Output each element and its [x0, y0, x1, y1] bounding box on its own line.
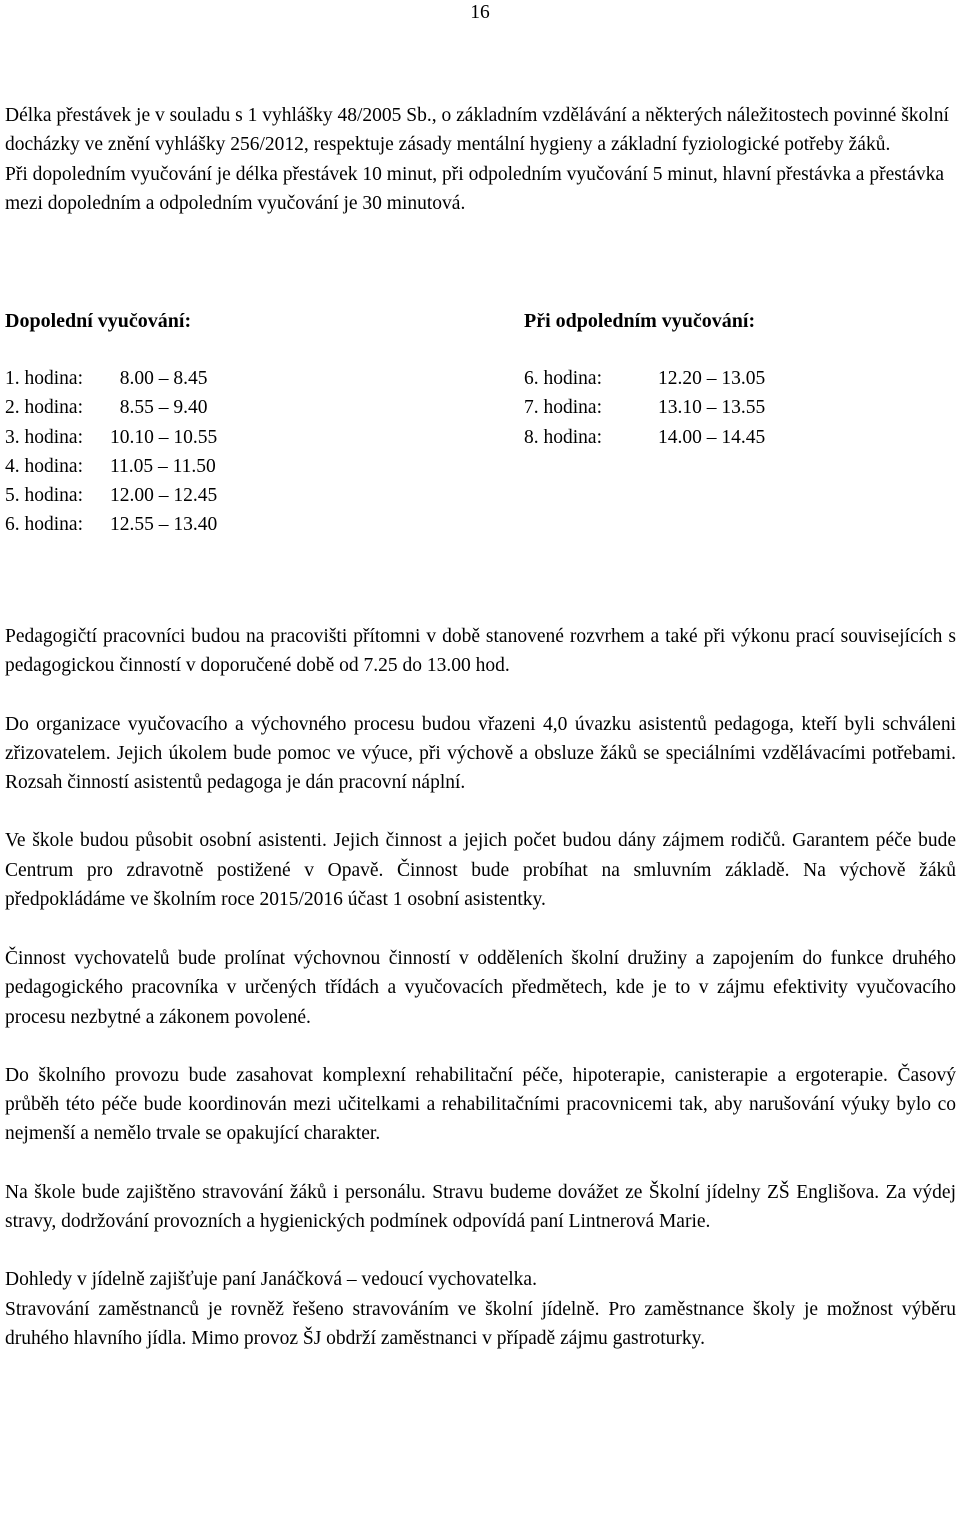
staff-meals-paragraph: Stravování zaměstnanců je rovněž řešeno stravováním ve školní jídelně. Pro zaměstnance školy je možnost výběru druhého hlavního jídla. Mimo provoz ŠJ obdrží zaměstnanci v případě zájmu gastroturky. — [5, 1298, 956, 1349]
break-duration-paragraph: Při dopoledním vyučování je délka přestávek 10 minut, při odpoledním vyučování 5 minut, hlavní přestávka a přestávka mezi dopoledním a odpoledním vyučování je 30 minutová. — [5, 163, 945, 214]
educators-paragraph: Činnost vychovatelů bude prolínat výchovnou činností v odděleních školní družiny a zapojením do funkce druhého pedagogického pracovníka v určených třídách a vyučovacích předmětech, kde je to v zájmu efektivity vyučovacího procesu nezbytné a zákonem povolené. — [5, 947, 956, 1028]
lesson-row — [524, 364, 818, 393]
lesson-row — [5, 393, 270, 422]
afternoon-heading: Při odpoledním vyučování: — [524, 310, 756, 332]
lesson-time: 14.00 – 14.45 — [658, 426, 766, 448]
morning-lessons-list — [5, 364, 270, 540]
lesson-time: 12.00 – 12.45 — [110, 485, 218, 507]
lesson-label: 4. hodina: — [5, 455, 83, 477]
lesson-label: 6. hodina: — [524, 368, 602, 389]
teachers-paragraph: Pedagogičtí pracovníci budou na pracovišti přítomni v době stanovené rozvrhem a také při výkonu prací souvisejících s pedagogickou činností v doporučené době od 7.25 do 13.00 hod. — [5, 626, 956, 677]
assistants-paragraph: Do organizace vyučovacího a výchovného procesu budou vřazeni 4,0 úvazku asistentů pedagoga, kteří byli schváleni zřizovatelem. Jejich úkolem bude pomoc ve výuce, při výchově a obsluze žáků se speciálními vzdělávacími potřebami. Rozsah činností asistentů pedagoga je dán pracovní náplní. — [5, 713, 956, 794]
lesson-label: 2. hodina: — [5, 397, 83, 419]
lesson-row — [5, 423, 270, 452]
morning-heading: Dopolední vyučování: — [5, 310, 192, 332]
lesson-row — [5, 481, 270, 510]
lesson-time: 12.55 – 13.40 — [110, 514, 218, 536]
lesson-label: 8. hodina: — [524, 426, 602, 448]
lesson-row — [5, 364, 270, 393]
catering-paragraph: Na škole bude zajištěno stravování žáků i personálu. Stravu budeme dovážet ze Školní jídelny ZŠ Englišova. Za výdej stravy, dodržování provozních a hygienických podmínek odpovídá paní Lintnerová Marie. — [5, 1181, 956, 1233]
afternoon-lessons-list — [524, 364, 818, 452]
lesson-row — [524, 423, 818, 452]
page-number: 16 — [470, 2, 490, 23]
lesson-row — [5, 452, 270, 481]
lesson-time: 13.10 – 13.55 — [658, 397, 766, 419]
body-text — [5, 622, 956, 1353]
lesson-time: 8.00 – 8.45 — [110, 368, 208, 389]
lesson-time: 8.55 – 9.40 — [110, 397, 208, 419]
lesson-time: 10.10 – 10.55 — [110, 426, 218, 448]
lesson-row — [524, 393, 818, 422]
rehabilitation-paragraph: Do školního provozu bude zasahovat komplexní rehabilitační péče, hipoterapie, canisterapie a ergoterapie. Časový průběh této péče bude koordinován mezi učitelkami a rehabilitačními pracovnicemi tak, aby narušování výuky bylo co nejmenší a nemělo trvale se opakující charakter. — [5, 1064, 956, 1145]
lesson-label: 5. hodina: — [5, 485, 83, 507]
supervision-paragraph: Dohledy v jídelně zajišťuje paní Janáčková – vedoucí vychovatelka. — [5, 1269, 537, 1291]
intro-section — [5, 101, 956, 218]
lesson-time: 12.20 – 13.05 — [658, 368, 766, 389]
lesson-label: 6. hodina: — [5, 514, 83, 536]
personal-assistants-paragraph: Ve škole budou působit osobní asistenti. Jejich činnost a jejich počet budou dány zájmem rodičů. Garantem péče bude Centrum pro zdravotně postižené v Opavě. Činnost bude probíhat na smluvním základě. Na výchově žáků předpokládáme ve školním roce 2015/2016 účast 1 osobní asistentky. — [5, 830, 956, 911]
lesson-label: 7. hodina: — [524, 397, 602, 419]
lesson-label: 3. hodina: — [5, 426, 83, 448]
lesson-row — [5, 510, 270, 539]
lesson-label: 1. hodina: — [5, 368, 83, 389]
break-length-paragraph: Délka přestávek je v souladu s 1 vyhlášky 48/2005 Sb., o základním vzdělávání a některých náležitostech povinné školní docházky ve znění vyhlášky 256/2012, respektuje zásady mentální hygieny a základní fyziologické potřeby žáků. — [5, 105, 949, 156]
lesson-time: 11.05 – 11.50 — [110, 455, 216, 477]
